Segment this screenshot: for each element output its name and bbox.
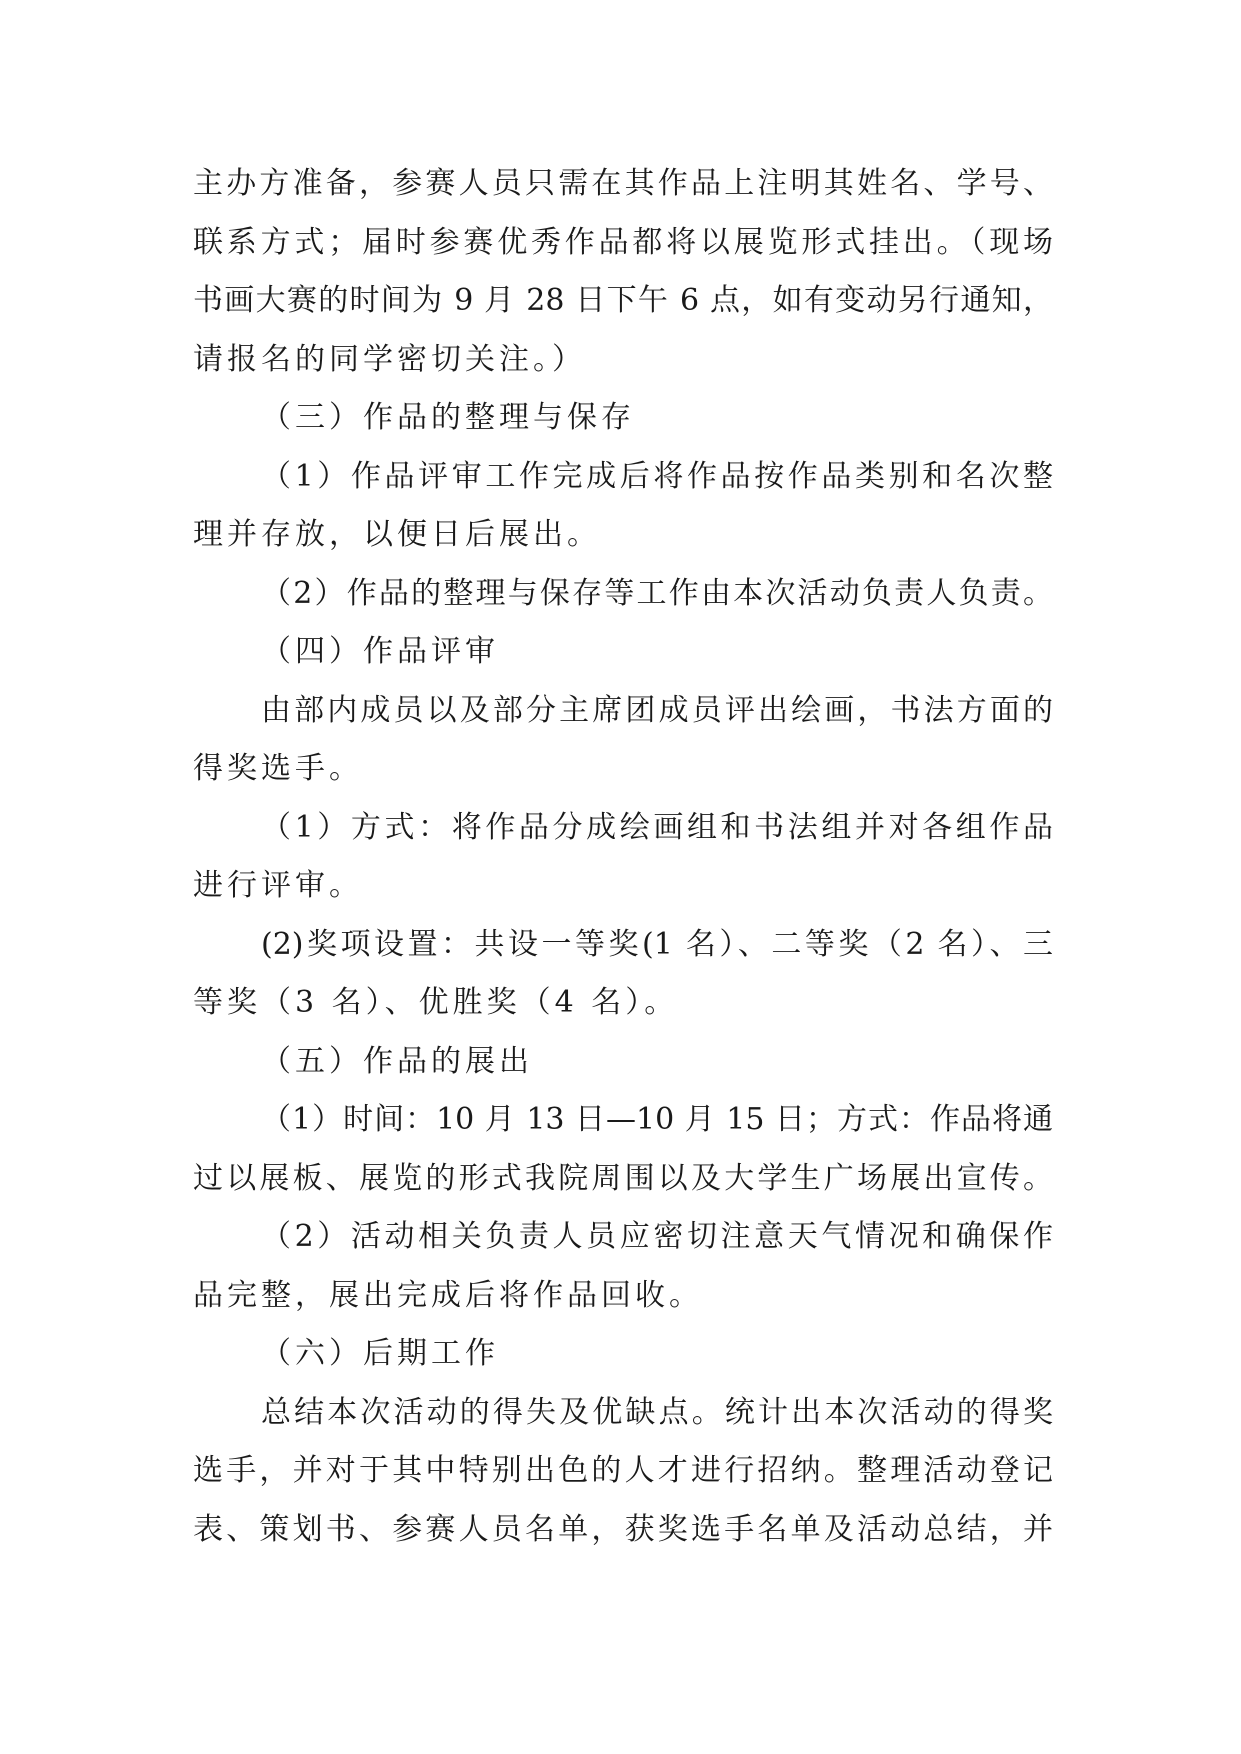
text-line: 品完整，展出完成后将作品回收。 [193, 1277, 703, 1313]
text-line: （1）时间：10 月 13 日—10 月 15 日；方式：作品将通 [261, 1102, 1053, 1137]
text-line: （1）方式：将作品分成绘画组和书法组并对各组作品 [261, 809, 1053, 845]
text-line: 主办方准备，参赛人员只需在其作品上注明其姓名、学号、 [193, 166, 1053, 201]
text-line: 得奖选手。 [193, 751, 363, 786]
text-line: （2）作品的整理与保存等工作由本次活动负责人负责。 [261, 575, 1053, 611]
text-line: （四）作品评审 [261, 634, 499, 669]
text-line: （1）作品评审工作完成后将作品按作品类别和名次整 [261, 458, 1053, 494]
text-line: 表、策划书、参赛人员名单，获奖选手名单及活动总结，并 [193, 1511, 1053, 1547]
text-line: 联系方式；届时参赛优秀作品都将以展览形式挂出。（现场 [193, 224, 1053, 260]
text-line: 理并存放，以便日后展出。 [193, 517, 601, 552]
text-line: （2）活动相关负责人员应密切注意天气情况和确保作 [261, 1219, 1053, 1254]
text-line: 由部内成员以及部分主席团成员评出绘画，书法方面的 [261, 692, 1053, 728]
document-body [193, 155, 1053, 1559]
text-line: （六）后期工作 [261, 1336, 499, 1371]
text-line: (2)奖项设置：共设一等奖(1 名）、二等奖（2 名）、三 [261, 926, 1053, 962]
text-line: 等奖（3 名）、优胜奖（4 名）。 [193, 985, 679, 1020]
text-line: （五）作品的展出 [261, 1043, 533, 1079]
text-line: 总结本次活动的得失及优缺点。统计出本次活动的得奖 [261, 1394, 1053, 1430]
text-line: 请报名的同学密切关注。） [193, 341, 586, 377]
text-line: 进行评审。 [193, 868, 363, 903]
text-line: 选手，并对于其中特别出色的人才进行招纳。整理活动登记 [193, 1453, 1053, 1488]
text-line: 书画大赛的时间为 9 月 28 日下午 6 点，如有变动另行通知， [193, 283, 1053, 318]
text-line: 过以展板、展览的形式我院周围以及大学生广场展出宣传。 [193, 1160, 1053, 1196]
text-line: （三）作品的整理与保存 [261, 400, 635, 435]
